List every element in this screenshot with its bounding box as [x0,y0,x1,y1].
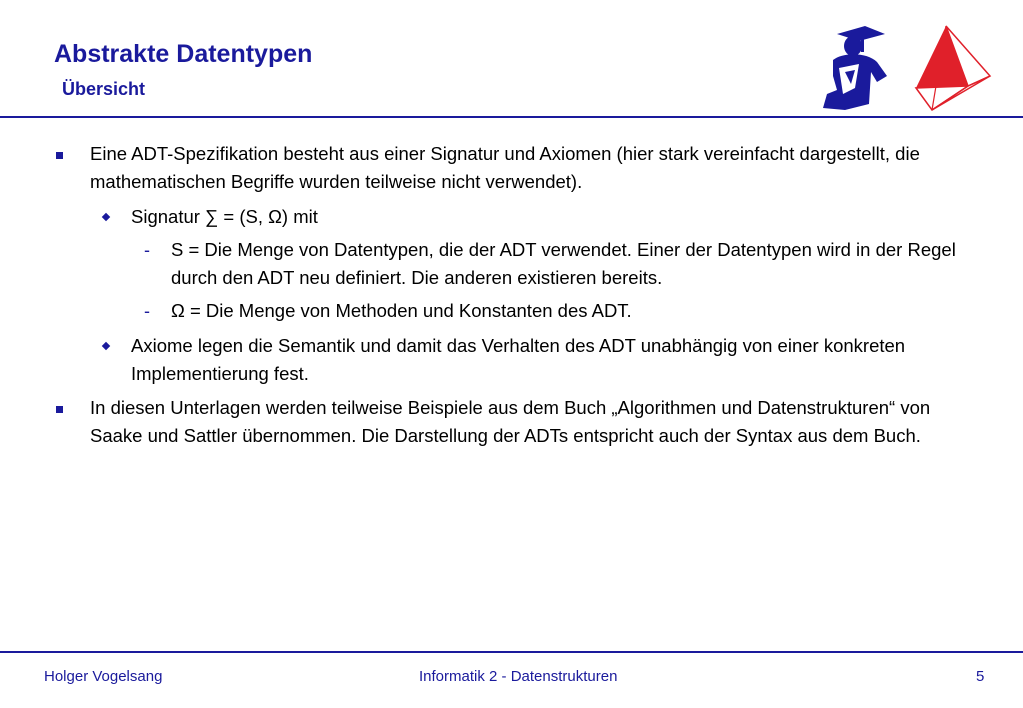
square-bullet-icon [56,406,63,413]
dash-bullet-icon: - [144,240,150,260]
header-divider [0,116,1023,118]
bullet-item [131,203,981,231]
page-number: 5 [976,668,985,685]
sail-triangle-logo-icon [912,24,998,112]
bullet-item [90,394,970,450]
diamond-bullet-icon [102,213,110,221]
slide-title: Abstrakte Datentypen [54,40,313,68]
bullet-text: Signatur ∑ = (S, Ω) mit [131,206,318,227]
slide-header [0,0,1023,118]
bullet-text: Axiome legen die Semantik und damit das Verhalten des ADT unabhängig von einer konkreten Implementierung fest. [131,335,906,384]
bullet-item [90,140,970,196]
bullet-text: Ω = Die Menge von Methoden und Konstanten des ADT. [171,300,632,321]
bullet-text: S = Die Menge von Datentypen, die der ADT verwendet. Einer der Datentypen wird in der Regel durch den ADT neu definiert. Die anderen existieren bereits. [171,239,956,288]
footer-divider [0,651,1023,653]
dash-bullet-icon: - [144,301,150,321]
bullet-text: In diesen Unterlagen werden teilweise Beispiele aus dem Buch „Algorithmen und Datenstrukturen“ von Saake und Sattler übernommen. Die Darstellung der ADTs entspricht auch der Syntax aus dem Buch. [90,397,931,446]
slide-footer [0,660,1023,700]
bullet-item [144,297,991,325]
slide-subtitle: Übersicht [62,79,146,99]
bullet-text: Eine ADT-Spezifikation besteht aus einer Signatur und Axiomen (hier stark vereinfacht dargestellt, die mathematischen Begriffe wurden teilweise nicht verwendet). [90,143,920,192]
diamond-bullet-icon [102,342,110,350]
footer-course: Informatik 2 - Datenstrukturen [419,668,618,685]
bullet-item [144,236,991,292]
graduate-logo-icon [815,24,895,112]
bullet-item [131,332,981,388]
square-bullet-icon [56,152,63,159]
footer-author: Holger Vogelsang [44,668,163,685]
